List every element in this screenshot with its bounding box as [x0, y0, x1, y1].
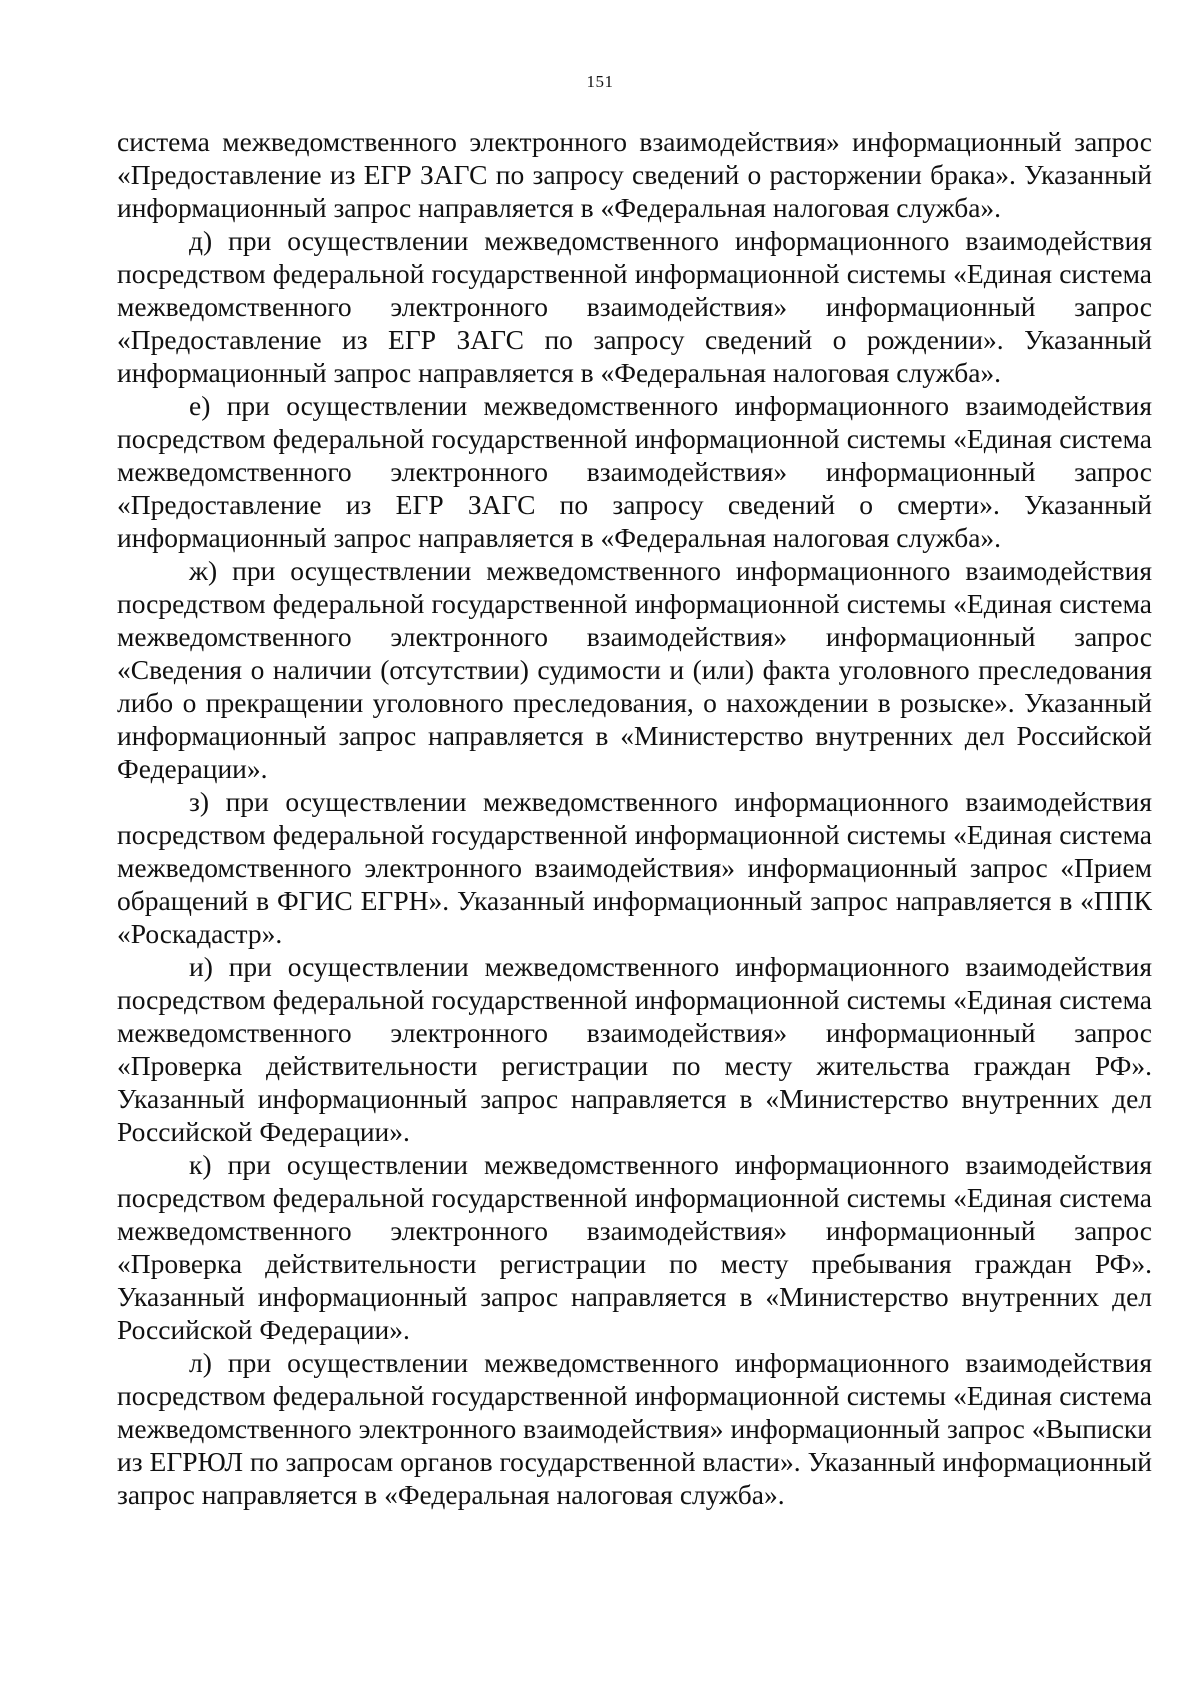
paragraph-continuation: система межведомственного электронного взаимодействия» информационный запрос «Предоставление из ЕГР ЗАГС по запросу сведений о расторжении брака». Указанный информационный запрос направляется в «Федеральная налоговая служба». [117, 126, 1152, 223]
paragraph-item-e: е) при осуществлении межведомственного информационного взаимодействия посредством федеральной государственной информационной системы «Единая система межведомственного электронного взаимодействия» информационный запрос «Предоставление из ЕГР ЗАГС по запросу сведений о смерти». Указанный информационный запрос направляется в «Федеральная налоговая служба». [117, 390, 1152, 553]
paragraph-item-zh: ж) при осуществлении межведомственного информационного взаимодействия посредством федеральной государственной информационной системы «Единая система межведомственного электронного взаимодействия» информационный запрос «Сведения о наличии (отсутствии) судимости и (или) факта уголовного преследования либо о прекращении уголовного преследования, о нахождении в розыске». Указанный информационный запрос направляется в «Министерство внутренних дел Российской Федерации». [117, 555, 1152, 784]
paragraph-item-l: л) при осуществлении межведомственного информационного взаимодействия посредством федеральной государственной информационной системы «Единая система межведомственного электронного взаимодействия» информационный запрос «Выписки из ЕГРЮЛ по запросам органов государственной власти». Указанный информационный запрос направляется в «Федеральная налоговая служба». [117, 1347, 1152, 1510]
paragraph-item-d: д) при осуществлении межведомственного информационного взаимодействия посредством федеральной государственной информационной системы «Единая система межведомственного электронного взаимодействия» информационный запрос «Предоставление из ЕГР ЗАГС по запросу сведений о рождении». Указанный информационный запрос направляется в «Федеральная налоговая служба». [117, 225, 1152, 388]
page-number: 151 [586, 72, 614, 91]
paragraph-item-i: и) при осуществлении межведомственного информационного взаимодействия посредством федеральной государственной информационной системы «Единая система межведомственного электронного взаимодействия» информационный запрос «Проверка действительности регистрации по месту жительства граждан РФ». Указанный информационный запрос направляется в «Министерство внутренних дел Российской Федерации». [117, 951, 1152, 1147]
paragraph-item-z: з) при осуществлении межведомственного информационного взаимодействия посредством федеральной государственной информационной системы «Единая система межведомственного электронного взаимодействия» информационный запрос «Прием обращений в ФГИС ЕГРН». Указанный информационный запрос направляется в «ППК «Роскадастр». [117, 786, 1152, 949]
document-body [117, 125, 1152, 1511]
paragraph-item-k: к) при осуществлении межведомственного информационного взаимодействия посредством федеральной государственной информационной системы «Единая система межведомственного электронного взаимодействия» информационный запрос «Проверка действительности регистрации по месту пребывания граждан РФ». Указанный информационный запрос направляется в «Министерство внутренних дел Российской Федерации». [117, 1149, 1152, 1345]
